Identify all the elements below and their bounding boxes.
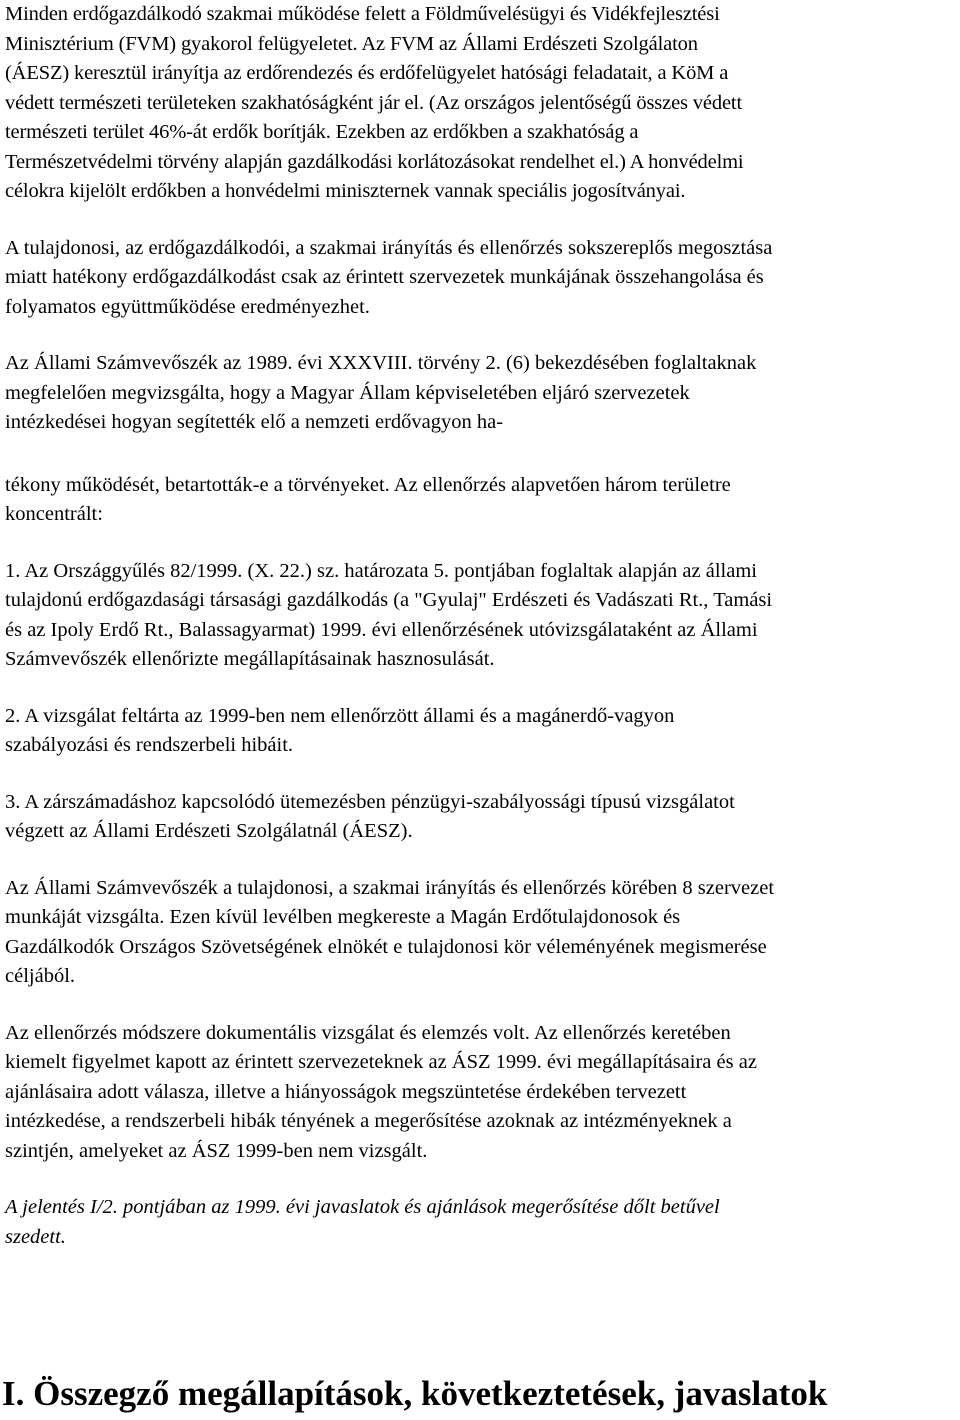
paragraph-item-3 bbox=[5, 788, 955, 847]
document-body bbox=[5, 0, 955, 1252]
text-line: intézkedése, a rendszerbeli hibák tényének a megerősítése azoknak az intézményeknek a bbox=[5, 1110, 732, 1132]
text-line: szabályozási és rendszerbeli hibáit. bbox=[5, 734, 294, 756]
text-line: Az ellenőrzés módszere dokumentális vizsgálat és elemzés volt. Az ellenőrzés keretében bbox=[5, 1021, 731, 1044]
text-line: intézkedései hogyan segítették elő a nemzeti erdővagyon ha- bbox=[5, 411, 504, 433]
text-line: céljából. bbox=[5, 965, 76, 987]
text-line: 2. A vizsgálat feltárta az 1999-ben nem ellenőrzött állami és a magánerdő-vagyon bbox=[5, 704, 675, 727]
text-line: védett természeti területeken szakhatóságként jár el. (Az országos jelentőségű összes védett bbox=[5, 91, 743, 114]
paragraph-method bbox=[5, 1019, 955, 1167]
text-line: szintjén, amelyeket az ÁSZ 1999-ben nem vizsgált. bbox=[5, 1139, 428, 1162]
paragraph-italic-note bbox=[5, 1193, 955, 1252]
text-line: folyamatos együttműködése eredményezhet. bbox=[5, 295, 370, 318]
text-line: természeti terület 46%-át erdők borítják. Ezekben az erdőkben a szakhatóság a bbox=[5, 121, 639, 143]
paragraph-item-1 bbox=[5, 557, 955, 675]
paragraph-cooperation bbox=[5, 234, 955, 323]
text-line: Gazdálkodók Országos Szövetségének elnökét e tulajdonosi kör véleményének megismerése bbox=[5, 935, 767, 958]
text-line: koncentrált: bbox=[5, 503, 103, 525]
text-line: végzett az Állami Erdészeti Szolgálatnál (ÁESZ). bbox=[5, 820, 413, 842]
paragraph-audit-intro bbox=[5, 349, 955, 438]
text-line: 1. Az Országgyűlés 82/1999. (X. 22.) sz. határozata 5. pontjában foglaltak alapján az állami bbox=[5, 559, 757, 582]
text-line: tékony működését, betartották-e a törvényeket. Az ellenőrzés alapvetően három területre bbox=[5, 473, 731, 496]
section-heading: I. Összegző megállapítások, következtetések, javaslatok bbox=[2, 1374, 828, 1413]
text-line: Természetvédelmi törvény alapján gazdálkodási korlátozásokat rendelhet el.) A honvédelmi bbox=[5, 150, 744, 173]
text-line: kiemelt figyelmet kapott az érintett szervezeteknek az ÁSZ 1999. évi megállapításaira és az bbox=[5, 1051, 757, 1073]
text-line: (ÁESZ) keresztül irányítja az erdőrendezés és erdőfelügyelet hatósági feladatait, a KöM a bbox=[5, 62, 729, 84]
text-line: és az Ipoly Erdő Rt., Balassagyarmat) 1999. évi ellenőrzésének utóvizsgálataként az Állami bbox=[5, 618, 758, 641]
text-line: munkáját vizsgálta. Ezen kívül levélben megkereste a Magán Erdőtulajdonosok és bbox=[5, 906, 681, 928]
text-line: Az Állami Számvevőszék a tulajdonosi, a szakmai irányítás és ellenőrzés körében 8 szervezet bbox=[5, 876, 775, 899]
text-line: A jelentés I/2. pontjában az 1999. évi javaslatok és ajánlások megerősítése dőlt betűvel bbox=[5, 1196, 720, 1218]
text-line: szedett. bbox=[5, 1225, 66, 1248]
text-line: megfelelően megvizsgálta, hogy a Magyar Állam képviseletében eljáró szervezetek bbox=[5, 381, 690, 404]
text-line: ajánlásaira adott válasza, illetve a hiányosságok megszüntetése érdekében tervezett bbox=[5, 1080, 687, 1103]
text-line: miatt hatékony erdőgazdálkodást csak az érintett szervezetek munkájának összehangolása és bbox=[5, 266, 764, 288]
text-line: A tulajdonosi, az erdőgazdálkodói, a szakmai irányítás és ellenőrzés sokszereplős megosztása bbox=[5, 236, 773, 259]
text-line: tulajdonú erdőgazdasági társasági gazdálkodás (a "Gyulaj" Erdészeti és Vadászati Rt., Tamási bbox=[5, 589, 773, 611]
paragraph-audit-areas bbox=[5, 471, 955, 530]
text-line: Minden erdőgazdálkodó szakmai működése felett a Földművelésügyi és Vidékfejlesztési bbox=[5, 3, 720, 25]
paragraph-organizations bbox=[5, 874, 955, 992]
paragraph-supervision bbox=[5, 0, 955, 207]
text-line: célokra kijelölt erdőkben a honvédelmi miniszternek vannak speciális jogosítványai. bbox=[5, 180, 686, 202]
paragraph-item-2 bbox=[5, 702, 955, 761]
text-line: Az Állami Számvevőszék az 1989. évi XXXVIII. törvény 2. (6) bekezdésében foglaltaknak bbox=[5, 352, 757, 374]
text-line: 3. A zárszámadáshoz kapcsolódó ütemezésben pénzügyi-szabályossági típusú vizsgálatot bbox=[5, 790, 735, 813]
text-line: Számvevőszék ellenőrizte megállapításainak hasznosulását. bbox=[5, 648, 495, 670]
text-line: Minisztérium (FVM) gyakorol felügyeletet. Az FVM az Állami Erdészeti Szolgálaton bbox=[5, 32, 698, 55]
